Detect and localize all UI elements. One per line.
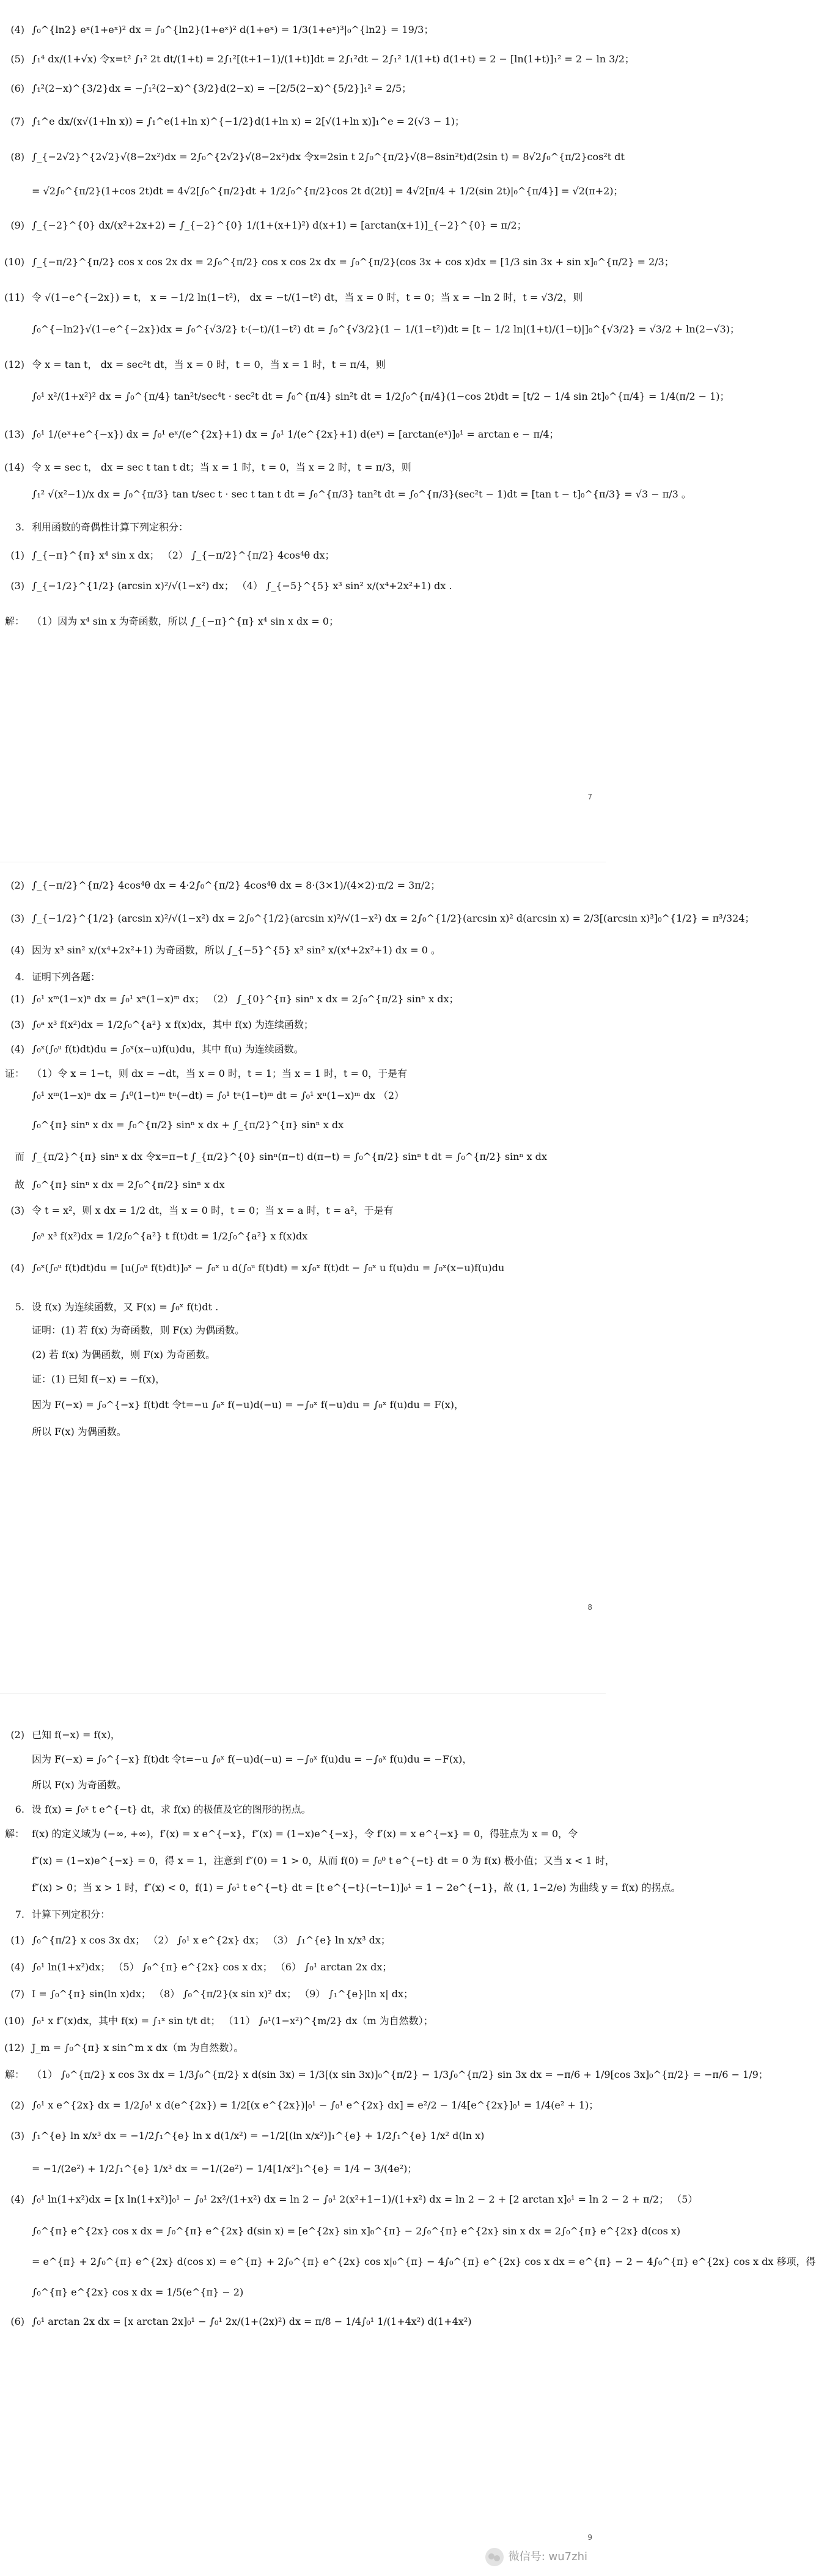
item-number: (6): [10, 2316, 24, 2327]
page-number: 9: [587, 2533, 592, 2542]
formula-text: ∫₀^{π} e^{2x} cos x dx = ∫₀^{π} e^{2x} d(sin x) = [e^{2x} sin x]₀^{π} − 2∫₀^{π} e^{2x} sin x dx = 2∫₀^{π} e^{2x} d(cos x): [32, 2225, 681, 2237]
formula-text: ∫₁^{e} ln x/x³ dx = −1/2∫₁^{e} ln x d(1/x²) = −1/2[(ln x/x²)]₁^{e} + 1/2∫₁^{e} 1/x² d(ln x): [32, 2130, 485, 2141]
item-number: (4): [10, 1961, 24, 1973]
formula-text: ∫₀¹ ln(1+x²)dx = [x ln(1+x²)]₀¹ − ∫₀¹ 2x²/(1+x²) dx = ln 2 − ∫₀¹ 2(x²+1−1)/(1+x²) dx = ln 2 − 2 + [2 arctan x]₀¹ = ln 2 − 2 + π/2； （5）: [32, 2193, 698, 2205]
item-number: 解：: [4, 1828, 24, 1840]
formula-text: ∫_{−2√2}^{2√2}√(8−2x²)dx = 2∫₀^{2√2}√(8−2x²)dx 令x=2sin t 2∫₀^{π/2}√(8−8sin²t)d(2sin t) = 8√2∫₀^{π/2}cos²t dt: [32, 151, 625, 163]
formula-text: ∫₀¹ x²/(1+x²)² dx = ∫₀^{π/4} tan²t/sec⁴t · sec²t dt = ∫₀^{π/4} sin²t dt = 1/2∫₀^{π/4}(1−cos 2t)dt = [t/2 − 1/4 sin 2t]₀^{π/4} = 1/4(π/2 − 1)；: [32, 391, 730, 402]
item-number: 3.: [15, 521, 24, 533]
formula-text: ∫₀¹ x e^{2x} dx = 1/2∫₀¹ x d(e^{2x}) = 1/2[(x e^{2x})|₀¹ − ∫₀¹ e^{2x} dx] = e²/2 − 1/4[e^{2x}]₀¹ = 1/4(e² + 1)；: [32, 2099, 599, 2111]
formula-text: 所以 F(x) 为奇函数。: [32, 1779, 127, 1791]
item-number: (6): [10, 83, 24, 94]
item-number: (10): [4, 2015, 24, 2027]
item-number: (8): [10, 151, 24, 163]
formula-text: J_m = ∫₀^{π} x sin^m x dx（m 为自然数）。: [32, 2042, 244, 2053]
formula-text: 令 t = x²，则 x dx = 1/2 dt，当 x = 0 时，t = 0；当 x = a 时，t = a²，于是有: [32, 1205, 394, 1216]
formula-text: 设 f(x) = ∫₀ˣ t e^{−t} dt，求 f(x) 的极值及它的图形的拐点。: [32, 1804, 311, 1815]
formula-text: ∫₀ˣ(∫₀ᵘ f(t)dt)du = [u(∫₀ᵘ f(t)dt)]₀ˣ − ∫₀ˣ u d(∫₀ᵘ f(t)dt) = x∫₀ˣ f(t)dt − ∫₀ˣ u f(u)du = ∫₀ˣ(x−u)f(u)du: [32, 1262, 505, 1274]
formula-text: ∫_{−π}^{π} x⁴ sin x dx； （2） ∫_{−π/2}^{π/2} 4cos⁴θ dx；: [32, 549, 335, 561]
formula-text: f″(x) = (1−x)e^{−x} = 0，得 x = 1，注意到 f″(0) = 1 > 0，从而 f(0) = ∫₀⁰ t e^{−t} dt = 0 为 f(x) 极小值；又当 x < 1 时，: [32, 1855, 615, 1866]
item-number: (9): [10, 219, 24, 231]
item-number: (3): [10, 912, 24, 924]
item-number: 4.: [15, 971, 24, 983]
formula-text: ∫₀¹ arctan 2x dx = [x arctan 2x]₀¹ − ∫₀¹ 2x/(1+(2x)²) dx = π/8 − 1/4∫₀¹ 1/(1+4x²) d(1+4x²): [32, 2316, 472, 2327]
formula-text: ∫₀^{π} sinⁿ x dx = ∫₀^{π/2} sinⁿ x dx + ∫_{π/2}^{π} sinⁿ x dx: [32, 1119, 344, 1131]
item-number: (3): [10, 1205, 24, 1216]
item-number: (2): [10, 2099, 24, 2111]
item-number: (4): [10, 1043, 24, 1055]
wechat-watermark: [485, 2548, 587, 2566]
formula-text: 因为 x³ sin² x/(x⁴+2x²+1) 为奇函数，所以 ∫_{−5}^{5} x³ sin² x/(x⁴+2x²+1) dx = 0 。: [32, 944, 441, 956]
item-number: 故: [14, 1179, 24, 1191]
formula-text: ∫₀^{π} e^{2x} cos x dx = 1/5(e^{π} − 2): [32, 2286, 244, 2298]
formula-text: （1） ∫₀^{π/2} x cos 3x dx = 1/3∫₀^{π/2} x d(sin 3x) = 1/3[(x sin 3x)]₀^{π/2} − 1/3∫₀^{π/2} sin 3x dx = −π/6 + 1/9[cos 3x]₀^{π/2} = −π/6 − 1/9；: [32, 2069, 768, 2080]
formula-text: ∫_{−1/2}^{1/2} (arcsin x)²/√(1−x²) dx = 2∫₀^{1/2}(arcsin x)²/√(1−x²) dx = 2∫₀^{1/2}(arcsin x)² d(arcsin x) = 2/3[(arcsin x)³]₀^{1/2} = π³/324；: [32, 912, 755, 924]
item-number: 而: [14, 1151, 24, 1162]
formula-text: ∫₀^{π/2} x cos 3x dx； （2） ∫₀¹ x e^{2x} dx； （3） ∫₁^{e} ln x/x³ dx；: [32, 1934, 391, 1946]
formula-text: 计算下列定积分：: [32, 1909, 111, 1920]
item-number: (4): [10, 1262, 24, 1274]
item-number: 7.: [15, 1909, 24, 1920]
formula-text: f(x) 的定义域为 (−∞, +∞)，f′(x) = x e^{−x}，f″(x) = (1−x)e^{−x}，令 f′(x) = x e^{−x} = 0，得驻点为 x = 0，令: [32, 1828, 578, 1840]
formula-text: 证明下列各题：: [32, 971, 101, 983]
formula-text: f″(x) > 0；当 x > 1 时，f″(x) < 0，f(1) = ∫₀¹ t e^{−t} dt = [t e^{−t}(−t−1)]₀¹ = 1 − 2e^{−1}，故 (1, 1−2/e) 为曲线 y = f(x) 的拐点。: [32, 1882, 681, 1893]
formula-text: ∫₁^e dx/(x√(1+ln x)) = ∫₁^e(1+ln x)^{−1/2}d(1+ln x) = 2[√(1+ln x)]₁^e = 2(√3 − 1)；: [32, 116, 465, 127]
formula-text: ∫₁²(2−x)^{3/2}dx = −∫₁²(2−x)^{3/2}d(2−x) = −[2/5(2−x)^{5/2}]₁² = 2/5；: [32, 83, 412, 94]
formula-text: ∫₀ᵃ x³ f(x²)dx = 1/2∫₀^{a²} x f(x)dx，其中 f(x) 为连续函数；: [32, 1019, 314, 1030]
item-number: (10): [4, 256, 24, 268]
formula-text: ∫₀¹ xᵐ(1−x)ⁿ dx = ∫₁⁰(1−t)ᵐ tⁿ(−dt) = ∫₀¹ tⁿ(1−t)ᵐ dt = ∫₀¹ xⁿ(1−x)ᵐ dx （2）: [32, 1090, 405, 1101]
item-number: (11): [4, 292, 24, 303]
formula-text: = e^{π} + 2∫₀^{π} e^{2x} d(cos x) = e^{π} + 2∫₀^{π} e^{2x} cos x|₀^{π} − 4∫₀^{π} e^{2x} cos x dx = e^{π} − 2 − 4∫₀^{π} e^{2x} cos x dx 移项，得: [32, 2256, 816, 2267]
formula-text: 证明：(1) 若 f(x) 为奇函数，则 F(x) 为偶函数。: [32, 1324, 245, 1336]
item-number: (5): [10, 53, 24, 65]
item-number: (2): [10, 879, 24, 891]
formula-text: 所以 F(x) 为偶函数。: [32, 1426, 127, 1437]
formula-text: ∫₀¹ ln(1+x²)dx； （5） ∫₀^{π} e^{2x} cos x dx； （6） ∫₀¹ arctan 2x dx；: [32, 1961, 392, 1973]
formula-text: ∫_{−π/2}^{π/2} 4cos⁴θ dx = 4·2∫₀^{π/2} 4cos⁴θ dx = 8·(3×1)/(4×2)·π/2 = 3π/2；: [32, 879, 441, 891]
formula-text: ∫₁⁴ dx/(1+√x) 令x=t² ∫₁² 2t dt/(1+t) = 2∫₁²[(t+1−1)/(1+t)]dt = 2∫₁²dt − 2∫₁² 1/(1+t) d(1+t) = 2 − [ln(1+t)]₁² = 2 − ln 3/2；: [32, 53, 634, 65]
formula-text: 已知 f(−x) = f(x)，: [32, 1729, 120, 1741]
item-number: 5.: [15, 1301, 24, 1313]
formula-text: (2) 若 f(x) 为偶函数，则 F(x) 为奇函数。: [32, 1349, 216, 1360]
formula-text: 因为 F(−x) = ∫₀^{−x} f(t)dt 令t=−u ∫₀ˣ f(−u)d(−u) = −∫₀ˣ f(−u)du = ∫₀ˣ f(u)du = F(x)，: [32, 1399, 465, 1411]
item-number: 证：: [4, 1068, 24, 1079]
item-number: (3): [10, 1019, 24, 1030]
formula-text: ∫₀^{−ln2}√(1−e^{−2x})dx = ∫₀^{√3/2} t·(−t)/(1−t²) dt = ∫₀^{√3/2}(1 − 1/(1−t²))dt = [t − 1/2 ln|(1+t)/(1−t)|]₀^{√3/2} = √3/2 + ln(2−√3)；: [32, 323, 740, 335]
page-number: 8: [587, 1603, 592, 1612]
item-number: (14): [4, 461, 24, 473]
item-number: (4): [10, 24, 24, 35]
formula-text: ∫_{−1/2}^{1/2} (arcsin x)²/√(1−x²) dx； （4） ∫_{−5}^{5} x³ sin² x/(x⁴+2x²+1) dx .: [32, 580, 452, 592]
formula-text: 利用函数的奇偶性计算下列定积分：: [32, 521, 189, 533]
wechat-id: 微信号: wu7zhi: [508, 2550, 587, 2563]
item-number: (2): [10, 1729, 24, 1741]
formula-text: 因为 F(−x) = ∫₀^{−x} f(t)dt 令t=−u ∫₀ˣ f(−u)d(−u) = −∫₀ˣ f(u)du = −∫₀ˣ f(u)du = −F(x)，: [32, 1753, 472, 1765]
formula-text: ∫₀^{π} sinⁿ x dx = 2∫₀^{π/2} sinⁿ x dx: [32, 1179, 225, 1191]
item-number: (7): [10, 116, 24, 127]
item-number: (7): [10, 1988, 24, 2000]
formula-text: 令 √(1−e^{−2x}) = t， x = −1/2 ln(1−t²)， dx = −t/(1−t²) dt，当 x = 0 时，t = 0；当 x = −ln 2 时，t = √3/2，则: [32, 292, 583, 303]
formula-text: ∫₀^{ln2} eˣ(1+eˣ)² dx = ∫₀^{ln2}(1+eˣ)² d(1+eˣ) = 1/3(1+eˣ)³|₀^{ln2} = 19/3；: [32, 24, 434, 35]
item-number: 解：: [4, 2069, 24, 2080]
formula-text: （1）令 x = 1−t，则 dx = −dt，当 x = 0 时，t = 1；当 x = 1 时，t = 0，于是有: [32, 1068, 408, 1079]
formula-text: ∫₁² √(x²−1)/x dx = ∫₀^{π/3} tan t/sec t · sec t tan t dt = ∫₀^{π/3} tan²t dt = ∫₀^{π/3}(sec²t − 1)dt = [tan t − t]₀^{π/3} = √3 − π/3 。: [32, 488, 691, 500]
formula-text: ∫_{−π/2}^{π/2} cos x cos 2x dx = 2∫₀^{π/2} cos x cos 2x dx = ∫₀^{π/2}(cos 3x + cos x)dx = [1/3 sin 3x + sin x]₀^{π/2} = 2/3；: [32, 256, 674, 268]
item-number: (4): [10, 944, 24, 956]
item-number: (3): [10, 2130, 24, 2141]
item-number: (1): [10, 1934, 24, 1946]
formula-text: ∫_{−2}^{0} dx/(x²+2x+2) = ∫_{−2}^{0} 1/(1+(x+1)²) d(x+1) = [arctan(x+1)]_{−2}^{0} = π/2；: [32, 219, 527, 231]
formula-text: I = ∫₀^{π} sin(ln x)dx； （8） ∫₀^{π/2}(x sin x)² dx； （9） ∫₁^{e}|ln x| dx；: [32, 1988, 413, 2000]
formula-text: ∫₀ᵃ x³ f(x²)dx = 1/2∫₀^{a²} t f(t)dt = 1/2∫₀^{a²} x f(x)dx: [32, 1230, 308, 1242]
formula-text: = −1/(2e²) + 1/2∫₁^{e} 1/x³ dx = −1/(2e²) − 1/4[1/x²]₁^{e} = 1/4 − 3/(4e²)；: [32, 2163, 417, 2174]
formula-text: = √2∫₀^{π/2}(1+cos 2t)dt = 4√2[∫₀^{π/2}dt + 1/2∫₀^{π/2}cos 2t d(2t)] = 4√2[π/4 + 1/2(sin 2t)|₀^{π/4}] = √2(π+2)；: [32, 185, 623, 197]
formula-text: ∫_{π/2}^{π} sinⁿ x dx 令x=π−t ∫_{π/2}^{0} sinⁿ(π−t) d(π−t) = ∫₀^{π/2} sinⁿ t dt = ∫₀^{π/2} sinⁿ x dx: [32, 1151, 547, 1162]
formula-text: 证：(1) 已知 f(−x) = −f(x)，: [32, 1373, 166, 1385]
item-number: (1): [10, 549, 24, 561]
item-number: 6.: [15, 1804, 24, 1815]
item-number: (13): [4, 428, 24, 440]
formula-text: 令 x = tan t， dx = sec²t dt，当 x = 0 时，t = 0，当 x = 1 时，t = π/4，则: [32, 359, 386, 370]
item-number: (12): [4, 2042, 24, 2053]
page-number: 7: [587, 793, 592, 801]
item-number: 解：: [4, 615, 24, 627]
wechat-icon: [485, 2548, 504, 2566]
formula-text: 设 f(x) 为连续函数，又 F(x) = ∫₀ˣ f(t)dt .: [32, 1301, 219, 1313]
item-number: (3): [10, 580, 24, 592]
item-number: (4): [10, 2193, 24, 2205]
formula-text: 令 x = sec t， dx = sec t tan t dt；当 x = 1 时，t = 0，当 x = 2 时，t = π/3，则: [32, 461, 411, 473]
formula-text: ∫₀¹ xᵐ(1−x)ⁿ dx = ∫₀¹ xⁿ(1−x)ᵐ dx； （2） ∫_{0}^{π} sinⁿ x dx = 2∫₀^{π/2} sinⁿ x dx；: [32, 993, 459, 1005]
formula-text: （1）因为 x⁴ sin x 为奇函数，所以 ∫_{−π}^{π} x⁴ sin x dx = 0；: [32, 615, 339, 627]
formula-text: ∫₀¹ x f″(x)dx，其中 f(x) = ∫₁ˣ sin t/t dt； （11） ∫₀¹(1−x²)^{m/2} dx（m 为自然数）；: [32, 2015, 433, 2027]
formula-text: ∫₀ˣ(∫₀ᵘ f(t)dt)du = ∫₀ˣ(x−u)f(u)du，其中 f(u) 为连续函数。: [32, 1043, 304, 1055]
formula-text: ∫₀¹ 1/(eˣ+e^{−x}) dx = ∫₀¹ eˣ/(e^{2x}+1) dx = ∫₀¹ 1/(e^{2x}+1) d(eˣ) = [arctan(eˣ)]₀¹ = arctan e − π/4；: [32, 428, 559, 440]
item-number: (12): [4, 359, 24, 370]
item-number: (1): [10, 993, 24, 1005]
